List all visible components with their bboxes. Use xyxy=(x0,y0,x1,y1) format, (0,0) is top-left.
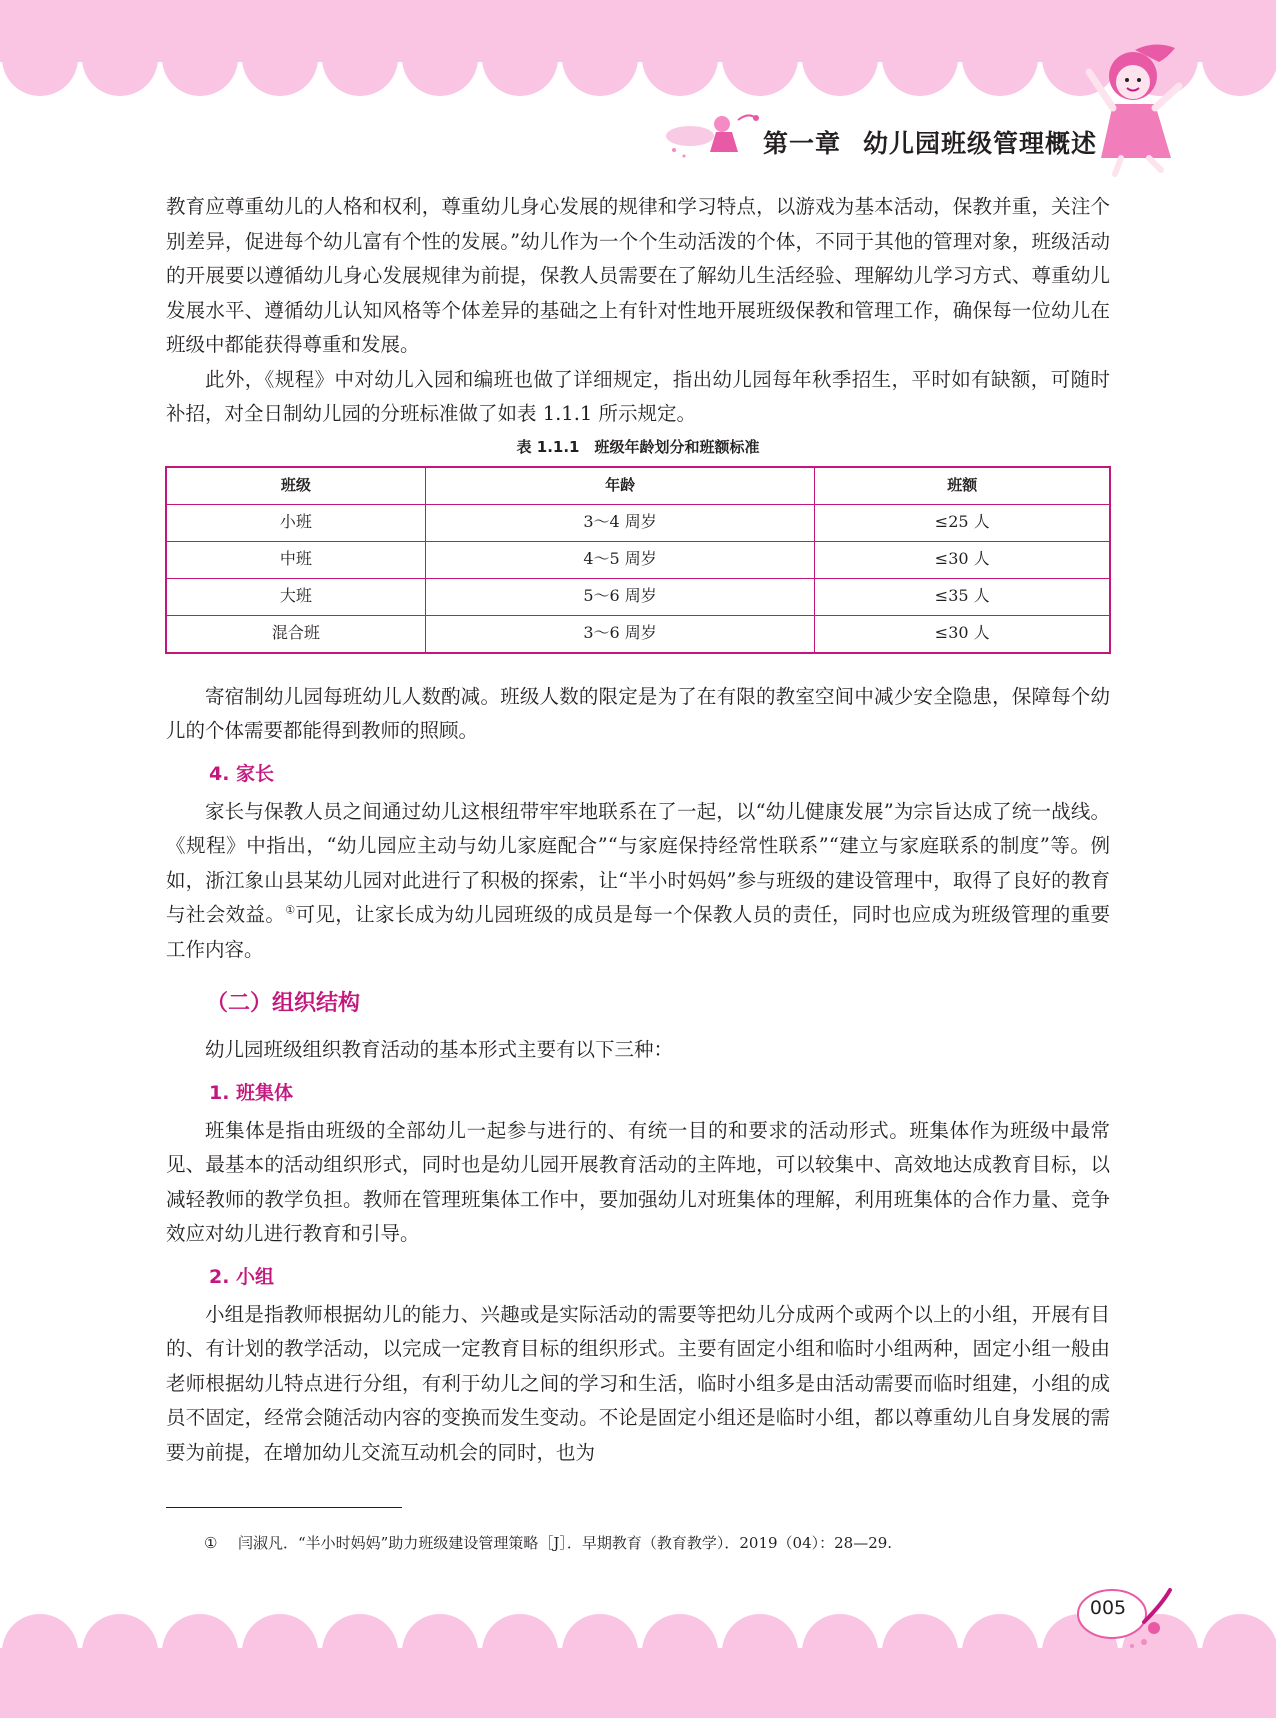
table-header-cell: 班级 xyxy=(166,467,425,505)
table-header-row xyxy=(166,467,1110,505)
paragraph: 幼儿园班级组织教育活动的基本形式主要有以下三种： xyxy=(205,1038,674,1061)
table-caption: 表 1.1.1 班级年龄划分和班额标准 xyxy=(516,437,760,456)
class-size-table xyxy=(165,466,1111,654)
main-content xyxy=(166,190,1110,1470)
heading-class-collective: 1. 班集体 xyxy=(209,1081,294,1104)
table-cell: 小班 xyxy=(166,504,425,541)
paragraph-text: 家长与保教人员之间通过幼儿这根纽带牢牢地联系在了一起，以“幼儿健康发展”为宗旨达成了统一战线。《规程》中指出，“幼儿园应主动与幼儿家庭配合”“与家庭保持经常性联系”“建立与家庭联系的制度”等。例如，浙江象山县某幼儿园对此进行了积极的探索，让“半小时妈妈”参与班级的建设管理中，取得了良好的教育与社会效益。 xyxy=(166,799,1110,926)
page-number: 005 xyxy=(1089,1597,1127,1619)
table-row xyxy=(166,541,1110,578)
paragraph xyxy=(166,795,1110,968)
table-cell: 混合班 xyxy=(166,615,425,653)
table-cell: 3～4 周岁 xyxy=(425,504,815,541)
footnote-mark: ① xyxy=(204,1534,218,1552)
footnote-reference[interactable]: ① xyxy=(285,903,296,917)
table-cell: 中班 xyxy=(166,541,425,578)
table-row xyxy=(166,578,1110,615)
table-header-cell: 班额 xyxy=(815,467,1110,505)
table-cell: ≤35 人 xyxy=(815,578,1110,615)
fairy-header-icon xyxy=(660,106,760,166)
paragraph: 此外，《规程》中对幼儿入园和编班也做了详细规定，指出幼儿园每年秋季招生，平时如有缺额，可随时补招，对全日制幼儿园的分班标准做了如表 1.1.1 所示规定。 xyxy=(166,367,1110,425)
table-row xyxy=(166,615,1110,653)
table-cell: 大班 xyxy=(166,578,425,615)
table-row xyxy=(166,504,1110,541)
footnote-divider xyxy=(166,1507,402,1508)
table-header-cell: 年龄 xyxy=(425,467,815,505)
table-cell: 5～6 周岁 xyxy=(425,578,815,615)
table-cell: ≤30 人 xyxy=(815,541,1110,578)
heading-group: 2. 小组 xyxy=(209,1265,275,1288)
table-cell: ≤30 人 xyxy=(815,615,1110,653)
heading-organization-structure: （二）组织结构 xyxy=(206,991,361,1016)
paragraph: 小组是指教师根据幼儿的能力、兴趣或是实际活动的需要等把幼儿分成两个或两个以上的小组，开展有目的、有计划的教学活动，以完成一定教育目标的组织形式。主要有固定小组和临时小组两种，固定小组一般由老师根据幼儿特点进行分组，有利于幼儿之间的学习和生活，临时小组多是由活动需要而临时组建，小组的成员不固定，经常会随活动内容的变换而发生变动。不论是固定小组还是临时小组，都以尊重幼儿自身发展的需要为前提，在增加幼儿交流互动机会的同时，也为 xyxy=(166,1302,1110,1464)
footnote-text: 闫淑凡．“半小时妈妈”助力班级建设管理策略［J］．早期教育（教育教学）．2019（04）：28—29. xyxy=(238,1534,893,1552)
heading-parents: 4. 家长 xyxy=(209,762,275,785)
chapter-title xyxy=(763,124,1097,160)
paragraph: 班集体是指由班级的全部幼儿一起参与进行的、有统一目的和要求的活动形式。班集体作为班级中最常见、最基本的活动组织形式，同时也是幼儿园开展教育活动的主阵地，可以较集中、高效地达成教育目标，以减轻教师的教学负担。教师在管理班集体工作中，要加强幼儿对班集体的理解，利用班集体的合作力量、竞争效应对幼儿进行教育和引导。 xyxy=(166,1118,1110,1245)
table-cell: ≤25 人 xyxy=(815,504,1110,541)
paragraph: 教育应尊重幼儿的人格和权利，尊重幼儿身心发展的规律和学习特点，以游戏为基本活动，保教并重，关注个别差异，促进每个幼儿富有个性的发展。”幼儿作为一个个生动活泼的个体，不同于其他的管理对象，班级活动的开展要以遵循幼儿身心发展规律为前提，保教人员需要在了解幼儿生活经验、理解幼儿学习方式、尊重幼儿发展水平、遵循幼儿认知风格等个体差异的基础之上有针对性地开展班级保教和管理工作，确保每一位幼儿在班级中都能获得尊重和发展。 xyxy=(166,195,1110,356)
page-number-badge-icon xyxy=(1074,1584,1184,1654)
table-cell: 3～6 周岁 xyxy=(425,615,815,653)
footnote xyxy=(204,1532,1104,1554)
paragraph-text: 可见，让家长成为幼儿园班级的成员是每一个保教人员的责任，同时也应成为班级管理的重要工作内容。 xyxy=(166,903,1110,961)
table-cell: 4～5 周岁 xyxy=(425,541,815,578)
chapter-label: 第一章 xyxy=(763,129,842,158)
paragraph: 寄宿制幼儿园每班幼儿人数酌减。班级人数的限定是为了在有限的教室空间中减少安全隐患，保障每个幼儿的个体需要都能得到教师的照顾。 xyxy=(166,684,1110,742)
chapter-name: 幼儿园班级管理概述 xyxy=(863,129,1098,158)
